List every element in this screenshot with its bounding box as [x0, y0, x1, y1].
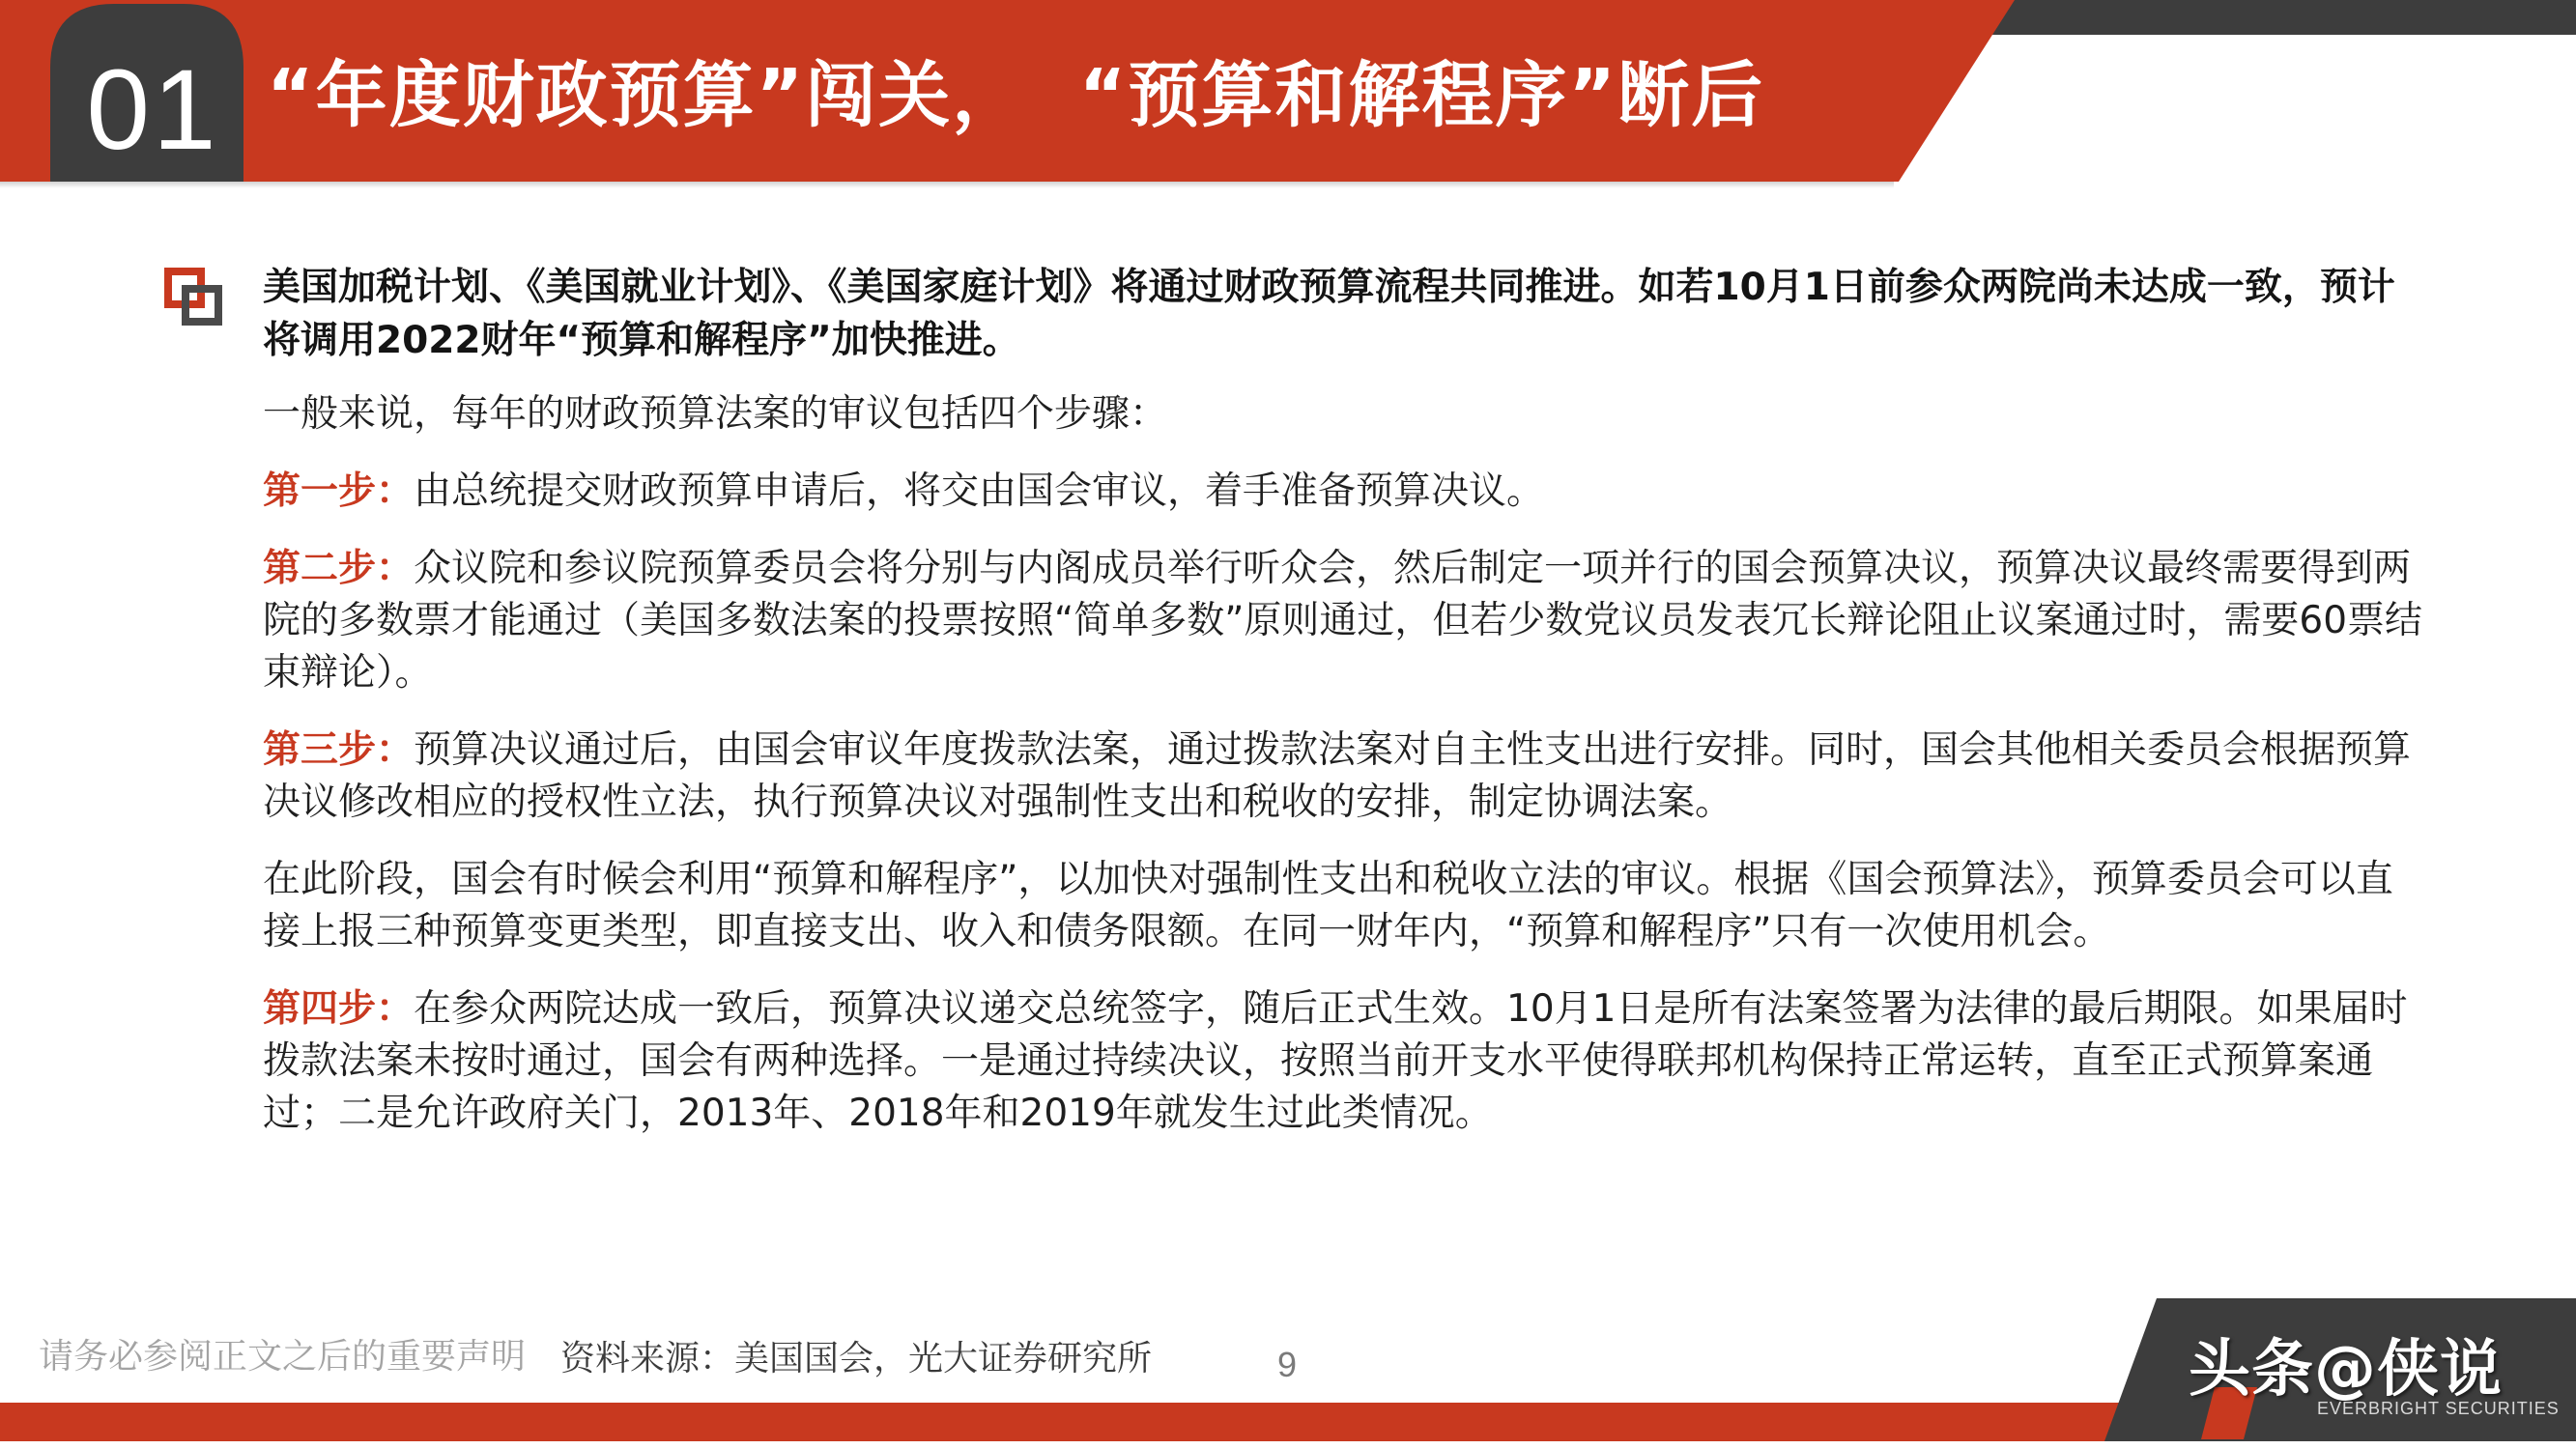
lead-summary: 美国加税计划、《美国就业计划》、《美国家庭计划》将通过财政预算流程共同推进。如若10月1日前参众两院尚未达成一致，预计将调用2022财年“预算和解程序”加快推进。: [263, 266, 2395, 362]
intro-paragraph: 一般来说，每年的财政预算法案的审议包括四个步骤：: [263, 392, 1168, 436]
footer-source: 资料来源：美国国会，光大证券研究所: [560, 1339, 1153, 1378]
step-2-text: 众议院和参议院预算委员会将分别与内阁成员举行听众会，然后制定一项并行的国会预算决议，预算决议最终需要得到两院的多数票才能通过（美国多数法案的投票按照“简单多数”原则通过，但若少数党议员发表冗长辩论阻止议案通过时，需要60票结束辩论）。: [263, 547, 2423, 695]
page-number: 9: [1277, 1345, 1298, 1384]
nested-squares-icon: [164, 268, 222, 326]
footer-disclaimer: 请务必参阅正文之后的重要声明: [39, 1337, 527, 1377]
section-number: 01: [86, 46, 219, 174]
brand-subtitle: EVERBRIGHT SECURITIES: [2317, 1399, 2560, 1418]
step-4-label: 第四步：: [263, 987, 415, 1031]
main-content: [263, 261, 2423, 1165]
step-1-label: 第一步：: [263, 469, 415, 513]
step-4-text: 在参众两院达成一致后，预算决议递交总统签字，随后正式生效。10月1日是所有法案签署为法律的最后期限。如果届时拨款法案未按时通过，国会有两种选择。一是通过持续决议，按照当前开支水平使得联邦机构保持正常运转，直至正式预算案通过；二是允许政府关门，2013年、2018年和2019年就发生过此类情况。: [263, 987, 2408, 1135]
step-2-label: 第二步：: [263, 547, 415, 590]
stage-note-paragraph: 在此阶段，国会有时候会利用“预算和解程序”，以加快对强制性支出和税收立法的审议。根据《国会预算法》，预算委员会可以直接上报三种预算变更类型，即直接支出、收入和债务限额。在同一财年内，“预算和解程序”只有一次使用机会。: [263, 858, 2393, 953]
step-1-paragraph: [263, 466, 2423, 518]
step-4-paragraph: [263, 983, 2423, 1140]
page-title: “年度财政预算”闯关， “预算和解程序”断后: [267, 54, 1765, 137]
watermark: 头条@侠说: [2189, 1334, 2503, 1406]
step-3-label: 第三步：: [263, 728, 415, 772]
step-2-paragraph: [263, 543, 2423, 699]
step-1-text: 由总统提交财政预算申请后，将交由国会审议，着手准备预算决议。: [414, 469, 1545, 513]
step-3-paragraph: [263, 724, 2423, 829]
step-3-text: 预算决议通过后，由国会审议年度拨款法案，通过拨款法案对自主性支出进行安排。同时，国会其他相关委员会根据预算决议修改相应的授权性立法，执行预算决议对强制性支出和税收的安排，制定协调法案。: [263, 728, 2412, 824]
